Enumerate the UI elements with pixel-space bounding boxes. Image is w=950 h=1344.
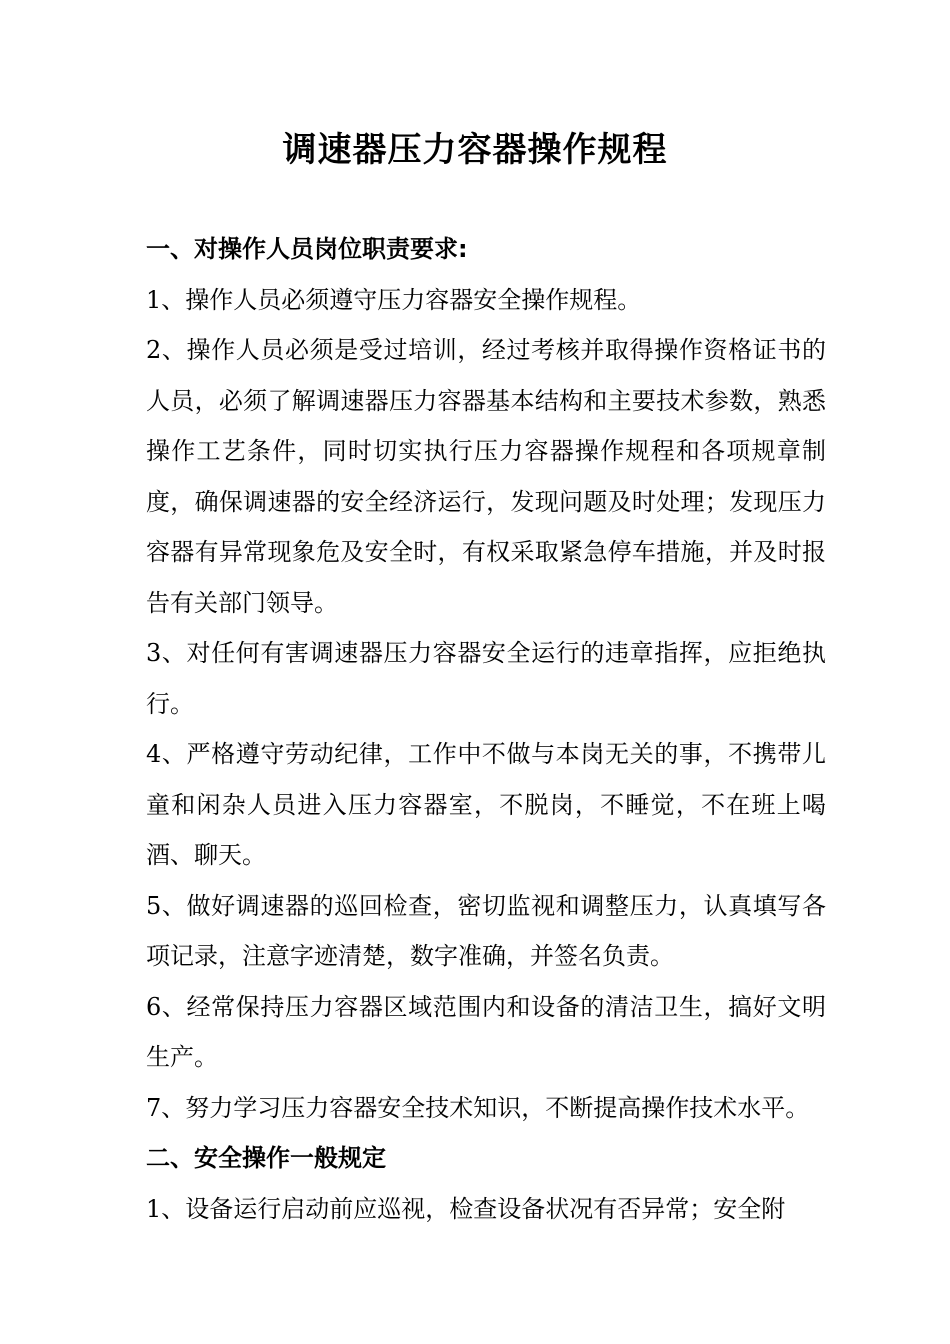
section2-item-1: 1、设备运行启动前应巡视，检查设备状况有否异常；安全附 [146, 1194, 786, 1223]
section1-item-6: 6、经常保持压力容器区域范围内和设备的清洁卫生，搞好文明生产。 [146, 992, 826, 1071]
section-heading-2: 二、安全操作一般规定 [146, 1144, 386, 1172]
section-heading-1: 一、对操作人员岗位职责要求: [146, 235, 468, 263]
section1-item-3: 3、对任何有害调速器压力容器安全运行的违章指挥，应拒绝执行。 [146, 639, 826, 718]
section1-item-1: 1、操作人员必须遵守压力容器安全操作规程。 [146, 285, 642, 314]
section1-item-2: 2、操作人员必须是受过培训，经过考核并取得操作资格证书的人员，必须了解调速器压力容器基本结构和主要技术参数，熟悉操作工艺条件，同时切实执行压力容器操作规程和各项规章制度，确保调速器的安全经济运行，发现问题及时处理；发现压力容器有异常现象危及安全时，有权采取紧急停车措施，并及时报告有关部门领导。 [146, 336, 826, 617]
document-title: 调速器压力容器操作规程 [282, 130, 668, 170]
section1-item-4: 4、严格遵守劳动纪律，工作中不做与本岗无关的事，不携带儿童和闲杂人员进入压力容器室，不脱岗，不睡觉，不在班上喝酒、聊天。 [146, 740, 826, 869]
section1-item-5: 5、做好调速器的巡回检查，密切监视和调整压力，认真填写各项记录，注意字迹清楚，数字准确，并签名负责。 [146, 891, 826, 970]
document-body [146, 224, 826, 1234]
section1-item-7: 7、努力学习压力容器安全技术知识，不断提高操作技术水平。 [146, 1093, 810, 1122]
